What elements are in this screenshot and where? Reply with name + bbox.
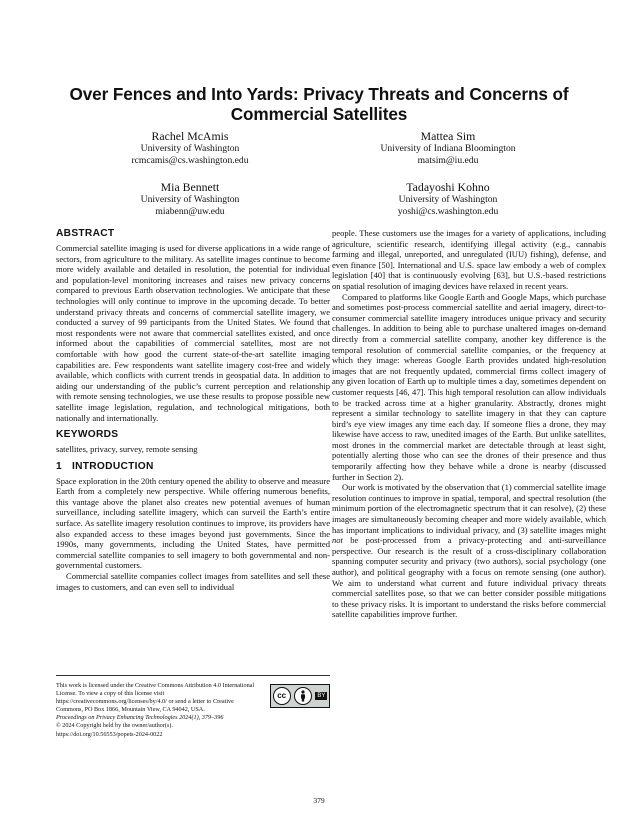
author-block: [323, 129, 573, 167]
author-affiliation: University of Washington: [398, 194, 498, 205]
proceedings-citation: Proceedings on Privacy Enhancing Technologies 2024(1), 379–396: [56, 714, 224, 722]
author-email: rcmcamis@cs.washington.edu: [131, 155, 249, 166]
author-affiliation: University of Indiana Bloomington: [380, 143, 516, 154]
body-paragraph: people. These customers use the images for a variety of applications, including agriculture, scientific research, identifying illegal activity (e.g., cannabis farming and illegal, unreported, and unregulated (IUU) fishing), defense, and even finance [50]. International and U.S. space law embody a web of complex legislation [40] that is continuously evolving [63], but U.S.-based restrictions on spatial resolution of imaging devices have relaxed in recent years.: [332, 228, 606, 291]
author-name: Mattea Sim: [420, 129, 476, 143]
section-title: INTRODUCTION: [71, 460, 154, 472]
cc-by-badge: [270, 684, 330, 708]
page-number: 379: [313, 796, 325, 805]
copyright-notice: © 2024 Copyright held by the owner/author(s).: [56, 722, 173, 730]
section-heading: [56, 461, 330, 473]
author-affiliation: University of Washington: [140, 194, 240, 205]
author-affiliation: University of Washington: [140, 143, 240, 154]
attribution-person-icon: [294, 687, 312, 705]
body-paragraph: Compared to platforms like Google Earth and Google Maps, which purchase and sometimes post-process commercial satellite and aerial imagery, direct-to-consumer commercial satellite imagery introduces unique privacy and security challenges. In addition to being able to purchase unaltered images on-demand directly from a commercial satellite company, another key difference is the temporal resolution of commercial satellite companies, or the frequency at which they image: whereas Google Earth provides undated high-resolution images that are not frequently updated, commercial firms collect imagery of any given location of Earth up to multiple times a day, sometimes dependent on customer requests [46, 47]. This high temporal resolution can allow individuals to be tracked across time at a higher granularity. Abstractly, drones might represent a similar technology to satellite imagery in that they can capture bird’s eye view images any time each day. If someone flies a drone, they may likewise have access to raw, unedited images of the Earth. But unlike satellites, most drones in the commercial market are detectable through at least sight, potentially alerting those who can see the drones of their presence and thus temporarily affecting how they behave while a drone is nearby (discussed further in Section 2).: [332, 291, 606, 482]
left-column: [56, 225, 330, 592]
abstract-text: Commercial satellite imaging is used for diverse applications in a wide range of sectors, from agriculture to the military. As satellite images continue to become more widely available and detailed in resolution, the potential for individual and population-level monitoring increases and raises new privacy concerns compared to previous Earth observation technologies. We anticipate that these technologies will only continue to improve in the upcoming decade. To better understand privacy threats and concerns of commercial satellite imagery, we conducted a survey of 99 participants from the United States. We found that most respondents were not aware that commercial satellites existed, and once informed about the capabilities of commercial satellites, most are not comfortable with how good the current state-of-the-art satellite imaging capabilities are. Few respondents want satellite imagery cost-free and widely available, which conflicts with current trends in geospatial data. In addition to aiding our understanding of the public’s current perception and relationship with remote sensing technologies, we use these results to propose possible new satellite image legislation, regulation, and technological mitigations, both nationally and internationally.: [56, 243, 330, 423]
license-text: This work is licensed under the Creative Commons Attribution 4.0 International License. To view a copy of this license visit https://creativecommons.org/licenses/by/4.0/ or send a letter to Creative Commons, PO Box 1866, Mountain View, CA 94042, USA.: [56, 682, 255, 714]
section-number: 1: [56, 460, 62, 472]
keywords-text: satellites, privacy, survey, remote sensing: [56, 444, 198, 455]
intro-paragraph: Commercial satellite companies collect images from satellites and sell these images to customers, and can even sell to individual: [56, 571, 330, 592]
author-email: matsim@iu.edu: [417, 155, 479, 166]
emphasis: not: [332, 535, 343, 546]
keywords-heading: KEYWORDS: [56, 429, 119, 441]
author-name: Rachel McAmis: [151, 129, 229, 143]
author-name: Tadayoshi Kohno: [406, 180, 490, 194]
author-block: [65, 129, 315, 167]
author-block: [323, 180, 573, 218]
author-name: Mia Bennett: [160, 180, 220, 194]
doi-link[interactable]: https://doi.org/10.56553/popets-2024-0022: [56, 730, 163, 738]
cc-logo-icon: cc: [273, 687, 291, 705]
author-email: miabenn@uw.edu: [155, 206, 225, 217]
author-email: yoshi@cs.washington.edu: [397, 206, 499, 217]
right-column: [332, 228, 606, 620]
by-label: BY: [317, 692, 326, 699]
body-paragraph: Our work is motivated by the observation that (1) commercial satellite image resolution continues to improve in spatial, temporal, and spectral resolution (the minimum portion of the electromagnetic spectrum that it can resolve), (2) these images are simultaneously becoming cheaper and more widely available, which has important implications to individual privacy, and (3) satellite images might not be post-processed from a privacy-protecting and anti-surveillance perspective. Our research is the result of a cross-disciplinary collaboration spanning computer security and privacy (two authors), social psychology (one author), and political geography with a focus on remote sensing (one author). We aim to understand what current and future individual privacy threats commercial satellites pose, so that we can better consider possible mitigations to these privacy risks. It is important to understand the risks before commercial satellite capabilities improve further.: [332, 482, 606, 620]
abstract-heading: ABSTRACT: [56, 228, 115, 239]
intro-paragraph: Space exploration in the 20th century opened the ability to observe and measure Earth from a completely new perspective. While offering numerous benefits, this vantage above the planet also creates new potential avenues of human surveillance, including satellite imagery, which can surveil the Earth’s entire surface. As satellite imagery resolution continues to improve, its providers have also expanded access to these images beyond just governments. Since the 1990s, many governments, including the United States, have permitted commercial satellite companies to sell imagery to both governmental and non-governmental customers.: [56, 475, 330, 571]
license-footnote: [56, 675, 330, 739]
paper-title: Over Fences and Into Yards: Privacy Threats and Concerns of Commercial Satellites: [69, 84, 569, 124]
author-block: [65, 180, 315, 218]
